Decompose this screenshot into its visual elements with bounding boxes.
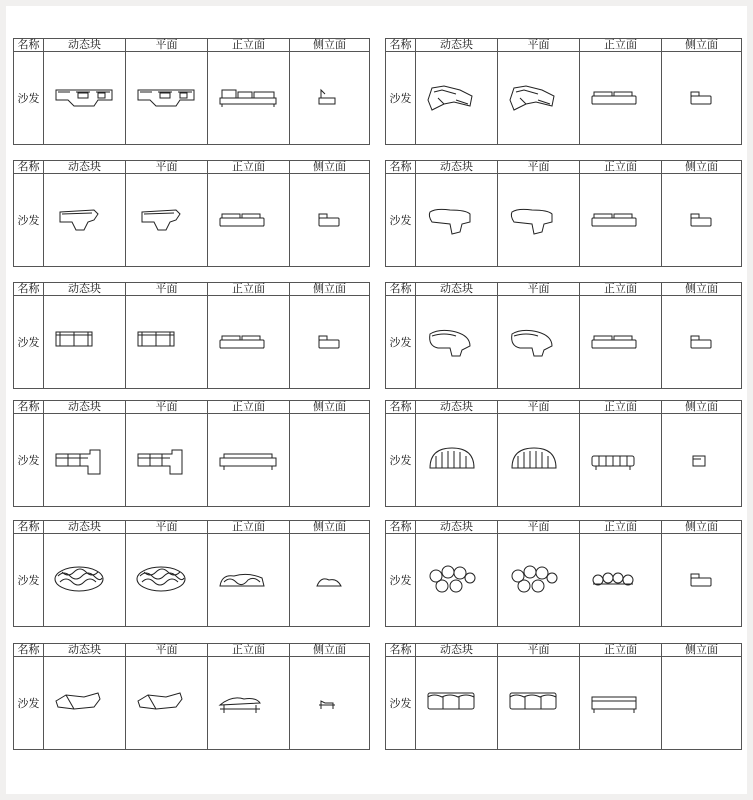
header-name: 名称 [386,283,416,295]
dynamic-block-cell [416,534,498,626]
table-header [386,401,741,414]
table-header [14,644,369,657]
side-elevation-cell [662,174,741,266]
header-plan: 平面 [498,283,580,295]
item-name: 沙发 [14,534,44,626]
header-dynamic-block: 动态块 [44,521,126,533]
table-header [14,283,369,296]
three-seat-sofa-icon [508,687,570,719]
plan-cell [126,52,208,144]
sofa-front-elevation-icon [590,206,652,234]
side-elevation-cell [662,52,741,144]
header-front-elevation: 正立面 [208,521,290,533]
header-plan: 平面 [126,39,208,51]
plan-cell [498,534,580,626]
table-header [14,401,369,414]
item-name: 沙发 [14,657,44,749]
header-front-elevation: 正立面 [580,39,662,51]
sofa-block-table [385,643,742,750]
header-dynamic-block: 动态块 [44,401,126,413]
l-shaped-sofa-icon [54,444,116,476]
curved-sofa-icon [136,204,198,236]
header-dynamic-block: 动态块 [44,283,126,295]
sofa-side-elevation-icon [315,330,345,354]
item-name: 沙发 [386,534,416,626]
sofa-side-elevation-icon [315,208,345,232]
item-name: 沙发 [14,414,44,506]
plan-cell [126,657,208,749]
header-side-elevation: 侧立面 [685,400,718,413]
header-plan: 平面 [498,521,580,533]
side-elevation-cell [662,534,741,626]
sofa-front-elevation-icon [590,566,652,594]
header-side-elevation: 侧立面 [313,400,346,413]
sofa-front-elevation-icon [590,689,652,717]
curved-sofa-icon [508,204,570,236]
item-name: 沙发 [14,52,44,144]
header-name: 名称 [386,161,416,173]
sofa-front-elevation-icon [590,328,652,356]
front-elevation-cell [580,414,662,506]
front-elevation-cell [208,414,290,506]
header-plan: 平面 [126,401,208,413]
front-elevation-cell [208,174,290,266]
rounded-sofa-icon [426,326,488,358]
dynamic-block-cell [44,414,126,506]
header-side-elevation: 侧立面 [685,520,718,533]
sofa-front-elevation-icon [218,566,280,594]
side-elevation-cell [290,296,369,388]
table-header [386,644,741,657]
header-name: 名称 [14,644,44,656]
header-name: 名称 [14,161,44,173]
header-dynamic-block: 动态块 [44,39,126,51]
header-plan: 平面 [498,644,580,656]
table-header [14,521,369,534]
sofa-block-table [13,38,370,145]
header-name: 名称 [14,401,44,413]
sectional-sofa-icon [136,82,198,114]
channel-sofa-icon [426,444,488,476]
header-dynamic-block: 动态块 [44,161,126,173]
side-elevation-cell [662,657,741,749]
header-front-elevation: 正立面 [208,401,290,413]
daybed-sofa-icon [136,687,198,719]
header-name: 名称 [386,39,416,51]
sectional-sofa-icon [54,82,116,114]
sofa-side-elevation-icon [687,330,717,354]
header-dynamic-block: 动态块 [416,283,498,295]
header-side-elevation: 侧立面 [313,282,346,295]
header-plan: 平面 [126,521,208,533]
sofa-block-table [385,38,742,145]
sofa-block-table [13,282,370,389]
header-name: 名称 [14,283,44,295]
side-elevation-cell [662,414,741,506]
sofa-side-elevation-icon [315,691,345,715]
sofa-front-elevation-icon [590,84,652,112]
header-front-elevation: 正立面 [580,644,662,656]
sofa-front-elevation-icon [218,84,280,112]
front-elevation-cell [208,296,290,388]
dynamic-block-cell [44,657,126,749]
dynamic-block-cell [416,52,498,144]
sofa-block-table [13,400,370,507]
table-header [14,161,369,174]
two-seat-sofa-icon [136,326,198,358]
plan-cell [498,52,580,144]
header-dynamic-block: 动态块 [416,161,498,173]
dynamic-block-cell [416,414,498,506]
curved-sofa-icon [54,204,116,236]
table-header [386,283,741,296]
side-elevation-cell [290,414,369,506]
channel-sofa-icon [508,444,570,476]
item-name: 沙发 [386,657,416,749]
sofa-side-elevation-icon [687,86,717,110]
modular-sofa-icon [426,564,488,596]
table-header [14,39,369,52]
side-elevation-cell [290,174,369,266]
header-side-elevation: 侧立面 [313,520,346,533]
header-front-elevation: 正立面 [208,644,290,656]
header-name: 名称 [14,521,44,533]
sofa-side-elevation-icon [687,448,717,472]
header-name: 名称 [14,39,44,51]
item-name: 沙发 [14,296,44,388]
front-elevation-cell [580,296,662,388]
front-elevation-cell [208,52,290,144]
header-side-elevation: 侧立面 [313,160,346,173]
plan-cell [498,174,580,266]
header-dynamic-block: 动态块 [416,39,498,51]
organic-sofa-icon [54,564,116,596]
header-plan: 平面 [498,39,580,51]
header-dynamic-block: 动态块 [416,644,498,656]
front-elevation-cell [580,534,662,626]
item-name: 沙发 [386,174,416,266]
sofa-block-table [13,520,370,627]
daybed-sofa-icon [54,687,116,719]
front-elevation-cell [580,52,662,144]
plan-cell [126,534,208,626]
sofa-side-elevation-icon [315,86,345,110]
two-seat-sofa-icon [54,326,116,358]
sofa-front-elevation-icon [218,328,280,356]
front-elevation-cell [580,657,662,749]
dynamic-block-cell [44,534,126,626]
side-elevation-cell [290,534,369,626]
front-elevation-cell [208,534,290,626]
header-front-elevation: 正立面 [580,283,662,295]
item-name: 沙发 [386,52,416,144]
dynamic-block-cell [416,657,498,749]
modular-sofa-icon [508,564,570,596]
sofa-block-table [385,282,742,389]
table-header [386,161,741,174]
dynamic-block-cell [416,296,498,388]
header-side-elevation: 侧立面 [313,38,346,51]
sofa-front-elevation-icon [218,446,280,474]
item-name: 沙发 [386,414,416,506]
l-shaped-sofa-icon [136,444,198,476]
sofa-block-table [385,520,742,627]
header-dynamic-block: 动态块 [416,401,498,413]
header-name: 名称 [386,401,416,413]
dynamic-block-cell [44,52,126,144]
side-elevation-cell [662,296,741,388]
plan-cell [126,174,208,266]
header-front-elevation: 正立面 [208,161,290,173]
lounge-sofa-icon [426,82,488,114]
sofa-side-elevation-icon [687,568,717,592]
three-seat-sofa-icon [426,687,488,719]
front-elevation-cell [208,657,290,749]
header-front-elevation: 正立面 [208,283,290,295]
rounded-sofa-icon [508,326,570,358]
header-front-elevation: 正立面 [580,161,662,173]
curved-sofa-icon [426,204,488,236]
sofa-block-table [13,643,370,750]
side-elevation-cell [290,52,369,144]
header-side-elevation: 侧立面 [313,643,346,656]
header-plan: 平面 [126,161,208,173]
sofa-block-table [385,400,742,507]
sofa-block-table [385,160,742,267]
sofa-side-elevation-icon [315,568,345,592]
plan-cell [498,296,580,388]
header-side-elevation: 侧立面 [685,38,718,51]
sofa-front-elevation-icon [218,206,280,234]
sofa-front-elevation-icon [590,446,652,474]
dynamic-block-cell [416,174,498,266]
header-side-elevation: 侧立面 [685,643,718,656]
table-header [386,39,741,52]
dynamic-block-cell [44,296,126,388]
sofa-front-elevation-icon [218,689,280,717]
header-plan: 平面 [498,161,580,173]
plan-cell [126,296,208,388]
dynamic-block-cell [44,174,126,266]
header-plan: 平面 [126,283,208,295]
header-front-elevation: 正立面 [208,39,290,51]
front-elevation-cell [580,174,662,266]
plan-cell [126,414,208,506]
header-plan: 平面 [498,401,580,413]
lounge-sofa-icon [508,82,570,114]
organic-sofa-icon [136,564,198,596]
header-front-elevation: 正立面 [580,521,662,533]
table-header [386,521,741,534]
header-name: 名称 [386,644,416,656]
header-front-elevation: 正立面 [580,401,662,413]
header-side-elevation: 侧立面 [685,160,718,173]
item-name: 沙发 [14,174,44,266]
header-name: 名称 [386,521,416,533]
header-dynamic-block: 动态块 [44,644,126,656]
header-side-elevation: 侧立面 [685,282,718,295]
header-dynamic-block: 动态块 [416,521,498,533]
header-plan: 平面 [126,644,208,656]
plan-cell [498,414,580,506]
sofa-side-elevation-icon [687,208,717,232]
plan-cell [498,657,580,749]
item-name: 沙发 [386,296,416,388]
side-elevation-cell [290,657,369,749]
sofa-block-table [13,160,370,267]
